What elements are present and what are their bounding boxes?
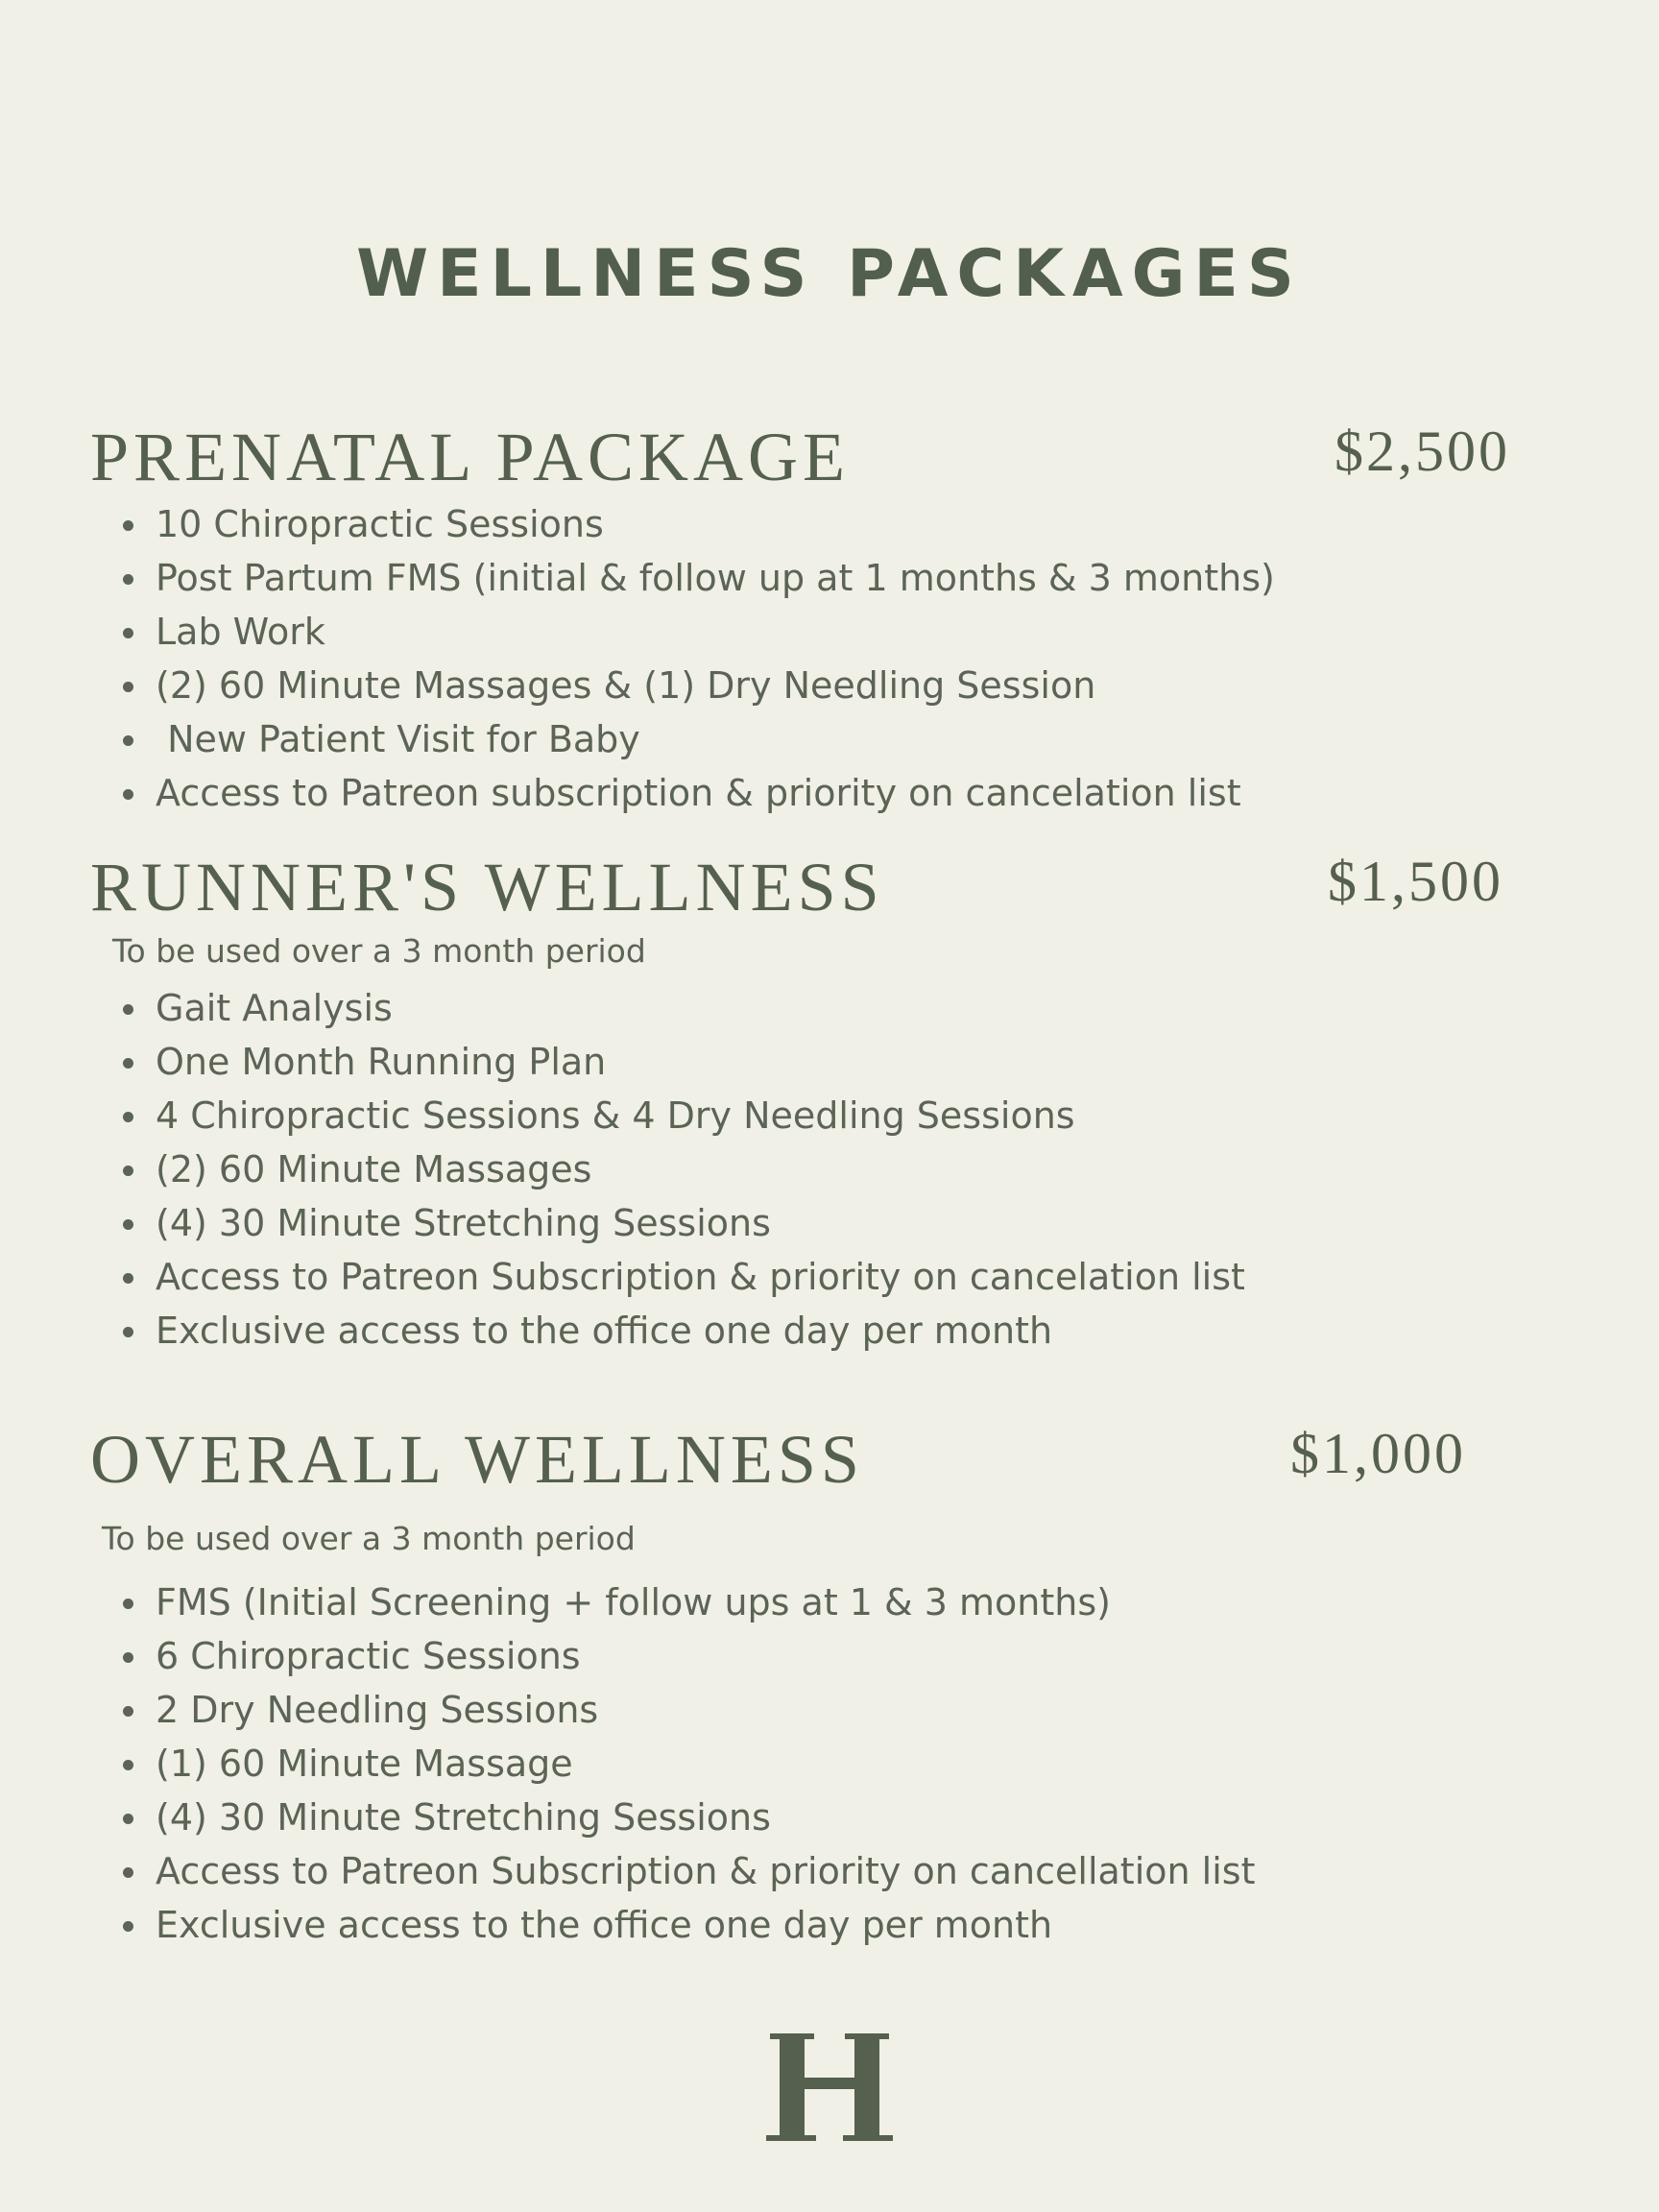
list-item: (2) 60 Minute Massages [121,1142,1245,1196]
package-items [121,1575,1256,1952]
list-item: (2) 60 Minute Massages & (1) Dry Needling Session [121,659,1275,712]
package-note: To be used over a 3 month period [112,932,646,970]
list-item: (4) 30 Minute Stretching Sessions [121,1791,1256,1844]
list-item: 2 Dry Needling Sessions [121,1683,1256,1737]
list-item: 6 Chiropractic Sessions [121,1629,1256,1683]
package-price: $1,000 [1290,1422,1466,1485]
list-item: Post Partum FMS (initial & follow up at 1 months & 3 months) [121,551,1275,605]
package-items [121,497,1275,820]
list-item: One Month Running Plan [121,1035,1245,1089]
list-item: FMS (Initial Screening + follow ups at 1 & 3 months) [121,1575,1256,1629]
list-item: Exclusive access to the office one day per month [121,1898,1256,1952]
list-item: Lab Work [121,605,1275,659]
list-item: Access to Patreon subscription & priority on cancelation list [121,766,1275,820]
list-item: (4) 30 Minute Stretching Sessions [121,1196,1245,1250]
list-item: 4 Chiropractic Sessions & 4 Dry Needling Sessions [121,1089,1245,1142]
list-item: 10 Chiropractic Sessions [121,497,1275,551]
package-note: To be used over a 3 month period [102,1520,636,1557]
list-item: Access to Patreon Subscription & priority on cancelation list [121,1250,1245,1304]
package-name: PRENATAL PACKAGE [90,419,850,495]
package-name: OVERALL WELLNESS [90,1421,864,1498]
list-item: Exclusive access to the office one day per month [121,1304,1245,1358]
list-item: New Patient Visit for Baby [121,712,1275,766]
list-item: Gait Analysis [121,981,1245,1035]
list-item: Access to Patreon Subscription & priority on cancellation list [121,1844,1256,1898]
package-price: $2,500 [1334,420,1510,483]
package-items [121,981,1245,1358]
package-price: $1,500 [1328,850,1503,913]
h-monogram-logo-icon [766,2033,893,2141]
page-title: WELLNESS PACKAGES [356,236,1303,312]
list-item: (1) 60 Minute Massage [121,1737,1256,1791]
package-name: RUNNER'S WELLNESS [90,849,884,926]
